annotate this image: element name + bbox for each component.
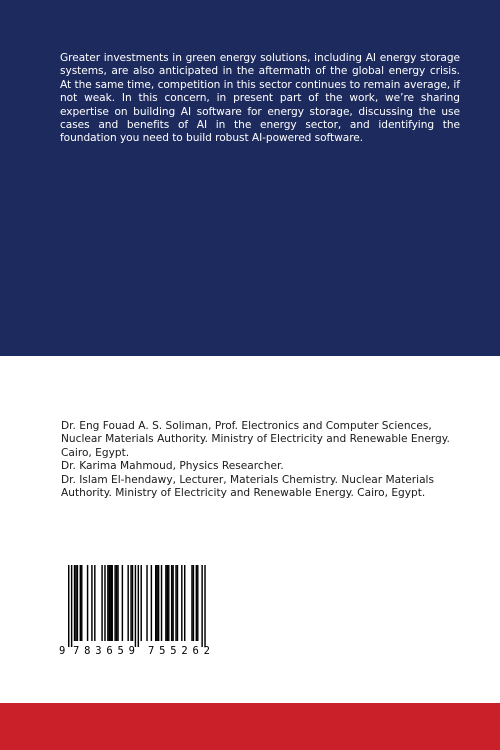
barcode-bar	[197, 565, 198, 641]
barcode-bar	[91, 565, 92, 641]
barcode-bar	[80, 565, 81, 641]
author-bio: Dr. Karima Mahmoud, Physics Researcher.	[61, 460, 284, 473]
barcode-bar	[201, 565, 202, 647]
barcode-bar	[114, 565, 115, 641]
barcode-bar	[110, 565, 111, 641]
isbn-digit-prefix: 9	[59, 645, 66, 657]
barcode-bar	[132, 565, 133, 641]
barcode-bar	[193, 565, 194, 641]
barcode-bar	[138, 565, 139, 647]
barcode-bar	[168, 565, 169, 641]
barcode-bar	[112, 565, 113, 641]
cover-bottom-band	[0, 703, 500, 750]
barcode-bar	[101, 565, 102, 641]
barcode-bar	[165, 565, 166, 641]
barcode-bar	[181, 565, 182, 641]
barcode-bar	[158, 565, 159, 641]
barcode-bar	[196, 565, 197, 641]
book-blurb: Greater investments in green energy solutions, including AI energy storage systems, are also anticipated in the aftermath of the global energy crisis. At the same time, competition in this sector continues to remain average, if not weak. In this concern, in present part of the work, we’re sharing expertise on building AI software for energy storage, discussing the use cases and benefits of AI in the energy sector, and identifying the foundation you need to build robust AI-powered software.	[60, 52, 460, 145]
barcode-bar	[135, 565, 136, 647]
barcode-bar	[172, 565, 173, 641]
barcode-bar	[104, 565, 105, 641]
barcode-bar	[156, 565, 157, 641]
barcode-bar	[77, 565, 78, 641]
barcode-bar	[127, 565, 128, 641]
barcode-bar	[191, 565, 192, 641]
barcode-bar	[81, 565, 82, 641]
barcode-graphic	[57, 561, 222, 657]
cover-top-panel	[0, 0, 500, 356]
barcode-bar	[109, 565, 110, 641]
barcode-bar	[74, 565, 75, 641]
barcode-bar	[71, 565, 72, 647]
barcode-bar	[171, 565, 172, 641]
barcode-bar	[146, 565, 147, 641]
barcode-bar	[167, 565, 168, 641]
barcode-bar	[161, 565, 162, 641]
author-bios	[61, 420, 471, 500]
barcode-bar	[117, 565, 118, 641]
barcode-bar	[75, 565, 76, 641]
isbn-barcode	[57, 561, 222, 657]
barcode-bar	[68, 565, 69, 647]
barcode-bar	[141, 565, 142, 641]
barcode-bar	[177, 565, 178, 641]
barcode-bar	[122, 565, 123, 641]
barcode-bar	[204, 565, 205, 647]
barcode-bar	[184, 565, 185, 641]
isbn-digits-left: 783659	[73, 645, 135, 657]
isbn-digits-right: 755262	[148, 645, 210, 657]
barcode-bar	[107, 565, 108, 641]
barcode-bar	[87, 565, 88, 641]
barcode-bar	[94, 565, 95, 641]
barcode-bar	[116, 565, 117, 641]
barcode-bar	[155, 565, 156, 641]
barcode-bar	[175, 565, 176, 641]
barcode-bar	[151, 565, 152, 641]
author-bio: Dr. Islam El-hendawy, Lecturer, Materials Chemistry. Nuclear Materials Authority. Ministry of Electricity and Renewable Energy. Cairo, Egypt.	[61, 473, 435, 500]
barcode-bar	[130, 565, 131, 641]
author-bio: Dr. Eng Fouad A. S. Soliman, Prof. Electronics and Computer Sciences, Nuclear Materials Authority. Ministry of Electricity and Renewable Energy. Cairo, Egypt.	[61, 420, 450, 459]
